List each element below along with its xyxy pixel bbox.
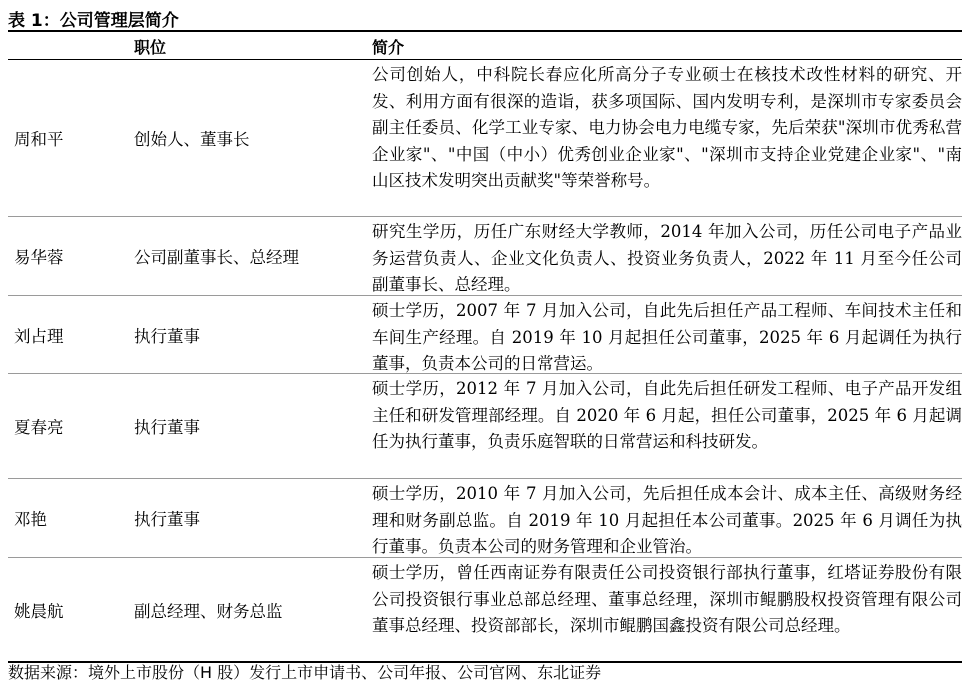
person-position: 创始人、董事长 xyxy=(134,130,250,149)
person-name: 邓艳 xyxy=(14,510,47,529)
data-source-note: 数据来源：境外上市股份（H 股）发行上市申请书、公司年报、公司官网、东北证券 xyxy=(8,663,602,682)
table-row xyxy=(8,479,962,558)
person-intro: 硕士学历，2007 年 7 月加入公司，自此先后担任产品工程师、车间技术主任和车间生产经理。自 2019 年 10 月起担任公司董事，2025 年 6 月起调任为执行董事，负责本公司的日常营运。 xyxy=(372,301,962,373)
table-row xyxy=(8,374,962,479)
person-name: 周和平 xyxy=(14,130,64,149)
person-name: 易华蓉 xyxy=(14,248,64,267)
person-intro: 硕士学历，2012 年 7 月加入公司，自此先后担任研发工程师、电子产品开发组主任和研发管理部经理。自 2020 年 6 月起，担任公司董事，2025 年 6 月起调任为执行董事，负责乐庭智联的日常营运和科技研发。 xyxy=(372,379,962,451)
table-header xyxy=(8,30,962,60)
table-row xyxy=(8,217,962,296)
person-position: 执行董事 xyxy=(134,326,200,346)
person-position: 副总经理、财务总监 xyxy=(134,601,283,621)
person-name: 姚晨航 xyxy=(14,601,64,621)
person-intro: 公司创始人，中科院长春应化所高分子专业硕士在核技术改性材料的研究、开发、利用方面有很深的造诣，获多项国际、国内发明专利，是深圳市专家委员会副主任委员、化学工业专家、电力协会电力电缆专家，先后荣获"深圳市优秀私营企业家"、"中国（中小）优秀创业企业家"、"深圳市支持企业党建企业家"、"南山区技术发明突出贡献奖"等荣誉称号。 xyxy=(372,65,962,190)
person-position: 公司副董事长、总经理 xyxy=(134,248,299,267)
person-name: 刘占理 xyxy=(14,326,64,346)
management-table xyxy=(8,30,962,663)
header-intro: 简介 xyxy=(372,38,405,57)
table-row xyxy=(8,60,962,217)
person-position: 执行董事 xyxy=(134,510,200,529)
person-intro: 硕士学历，2010 年 7 月加入公司，先后担任成本会计、成本主任、高级财务经理和财务副总监。自 2019 年 10 月起担任本公司董事。2025 年 6 月调任为执行董事。负责本公司的财务管理和企业管治。 xyxy=(372,484,962,556)
table-row xyxy=(8,558,962,663)
person-intro: 研究生学历，历任广东财经大学教师，2014 年加入公司，历任公司电子产品业务运营负责人、企业文化负责人、投资业务负责人，2022 年 11 月至今任公司副董事长、总经理。 xyxy=(372,222,962,294)
table-caption: 表 1：公司管理层简介 xyxy=(8,11,179,31)
table-row xyxy=(8,296,962,374)
header-position: 职位 xyxy=(134,38,167,57)
person-intro: 硕士学历，曾任西南证券有限责任公司投资银行部执行董事，红塔证券股份有限公司投资银行事业总部总经理、董事总经理，深圳市鲲鹏股权投资管理有限公司董事总经理、投资部部长，深圳市鲲鹏国鑫投资有限公司总经理。 xyxy=(372,563,962,635)
person-position: 执行董事 xyxy=(134,418,200,437)
person-name: 夏春亮 xyxy=(14,418,64,437)
